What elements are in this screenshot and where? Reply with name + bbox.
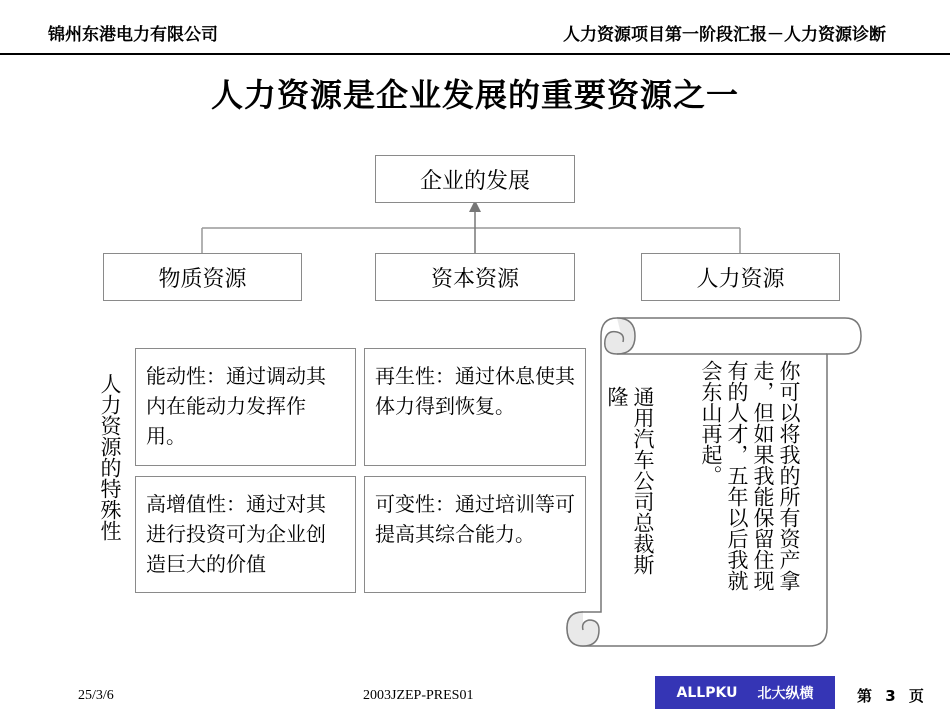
brand-logo <box>655 676 835 709</box>
human-resource-box: 人力资源 <box>641 253 840 301</box>
company-name: 锦州东港电力有限公司 <box>48 25 218 45</box>
capital-resource-box: 资本资源 <box>375 253 575 301</box>
characteristic-cell: 再生性：通过休息使其体力得到恢复。 <box>364 348 586 466</box>
material-resource-box: 物质资源 <box>103 253 302 301</box>
page-number: 第 3 页 <box>857 687 924 705</box>
enterprise-development-box: 企业的发展 <box>375 155 575 203</box>
brand-en: ALLPKU <box>676 684 738 701</box>
characteristics-label: 人力资源的特殊性 <box>98 373 122 541</box>
characteristic-cell: 可变性：通过培训等可提高其综合能力。 <box>364 476 586 593</box>
slide-title: 人力资源是企业发展的重要资源之一 <box>210 76 739 114</box>
scroll-quote: 你可以将我的所有资产拿走，但如果我能保留住现有的人才，五年以后我就会东山再起。 <box>699 360 801 591</box>
footer-code: 2003JZEP-PRES01 <box>363 688 474 703</box>
project-title: 人力资源项目第一阶段汇报－人力资源诊断 <box>563 25 886 45</box>
scroll-author: 通用汽车公司总裁斯隆 <box>605 386 655 575</box>
footer-date: 25/3/6 <box>78 688 114 703</box>
characteristic-cell: 高增值性：通过对其进行投资可为企业创造巨大的价值 <box>135 476 356 593</box>
brand-cn: 北大纵横 <box>757 685 814 702</box>
characteristic-cell: 能动性：通过调动其内在能动力发挥作用。 <box>135 348 356 466</box>
